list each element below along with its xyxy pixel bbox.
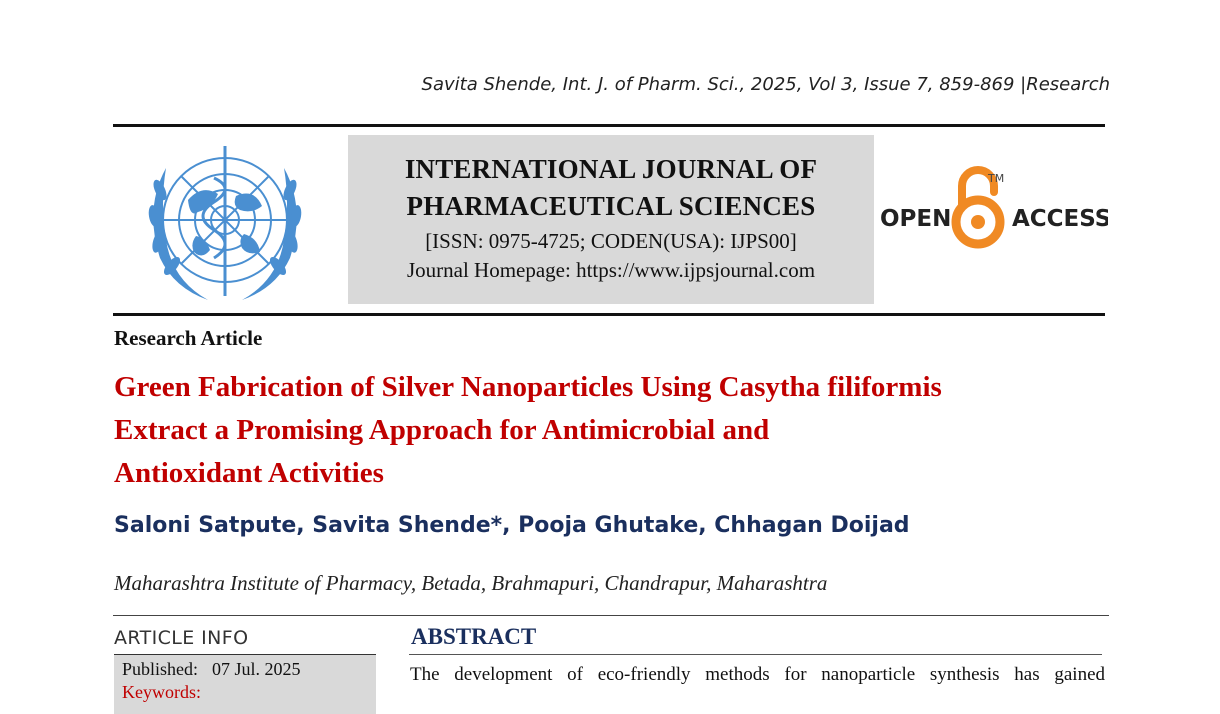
header-bottom-rule: [113, 313, 1105, 316]
journal-title-box: [348, 135, 874, 304]
published-row: [122, 658, 368, 680]
article-info-box: [114, 654, 376, 714]
article-type: Research Article: [114, 326, 263, 350]
article-title-line1: Green Fabrication of Silver Nanoparticles Using Casytha filiformis: [114, 371, 942, 403]
keywords-label: Keywords:: [122, 682, 201, 702]
header-top-rule: [113, 124, 1105, 127]
open-access-word-access: ACCESS: [1012, 206, 1108, 232]
abstract-text: The development of eco-friendly methods for nanoparticle synthesis has gained: [410, 664, 1105, 685]
article-info-heading: ARTICLE INFO: [114, 627, 249, 649]
abstract-rule: [409, 654, 1102, 655]
journal-name-line2: PHARMACEUTICAL SCIENCES: [406, 191, 816, 221]
article-title-line2: Extract a Promising Approach for Antimicrobial and: [114, 414, 770, 446]
author-affiliation: Maharashtra Institute of Pharmacy, Betada, Brahmapuri, Chandrapur, Maharashtra: [114, 571, 828, 595]
journal-citation: Savita Shende, Int. J. of Pharm. Sci., 2025, Vol 3, Issue 7, 859-869 |Research: [421, 74, 1110, 95]
open-access-word-open: OPEN: [880, 206, 952, 232]
journal-name-line1: INTERNATIONAL JOURNAL OF: [404, 154, 818, 184]
abstract-heading: ABSTRACT: [411, 624, 537, 649]
open-access-logo: [880, 160, 1108, 256]
published-label: Published:: [122, 659, 199, 679]
section-divider: [113, 615, 1109, 616]
un-emblem-icon: [126, 138, 324, 306]
journal-homepage: Journal Homepage: https://www.ijpsjournal.com: [406, 258, 816, 282]
trademark-mark: TM: [988, 172, 1005, 185]
article-title: [114, 366, 1074, 495]
author-list: Saloni Satpute, Savita Shende*, Pooja Ghutake, Chhagan Doijad: [114, 513, 910, 538]
article-title-line3: Antioxidant Activities: [114, 457, 384, 489]
published-date: 07 Jul. 2025: [212, 659, 301, 679]
journal-issn: [ISSN: 0975-4725; CODEN(USA): IJPS00]: [425, 229, 797, 253]
